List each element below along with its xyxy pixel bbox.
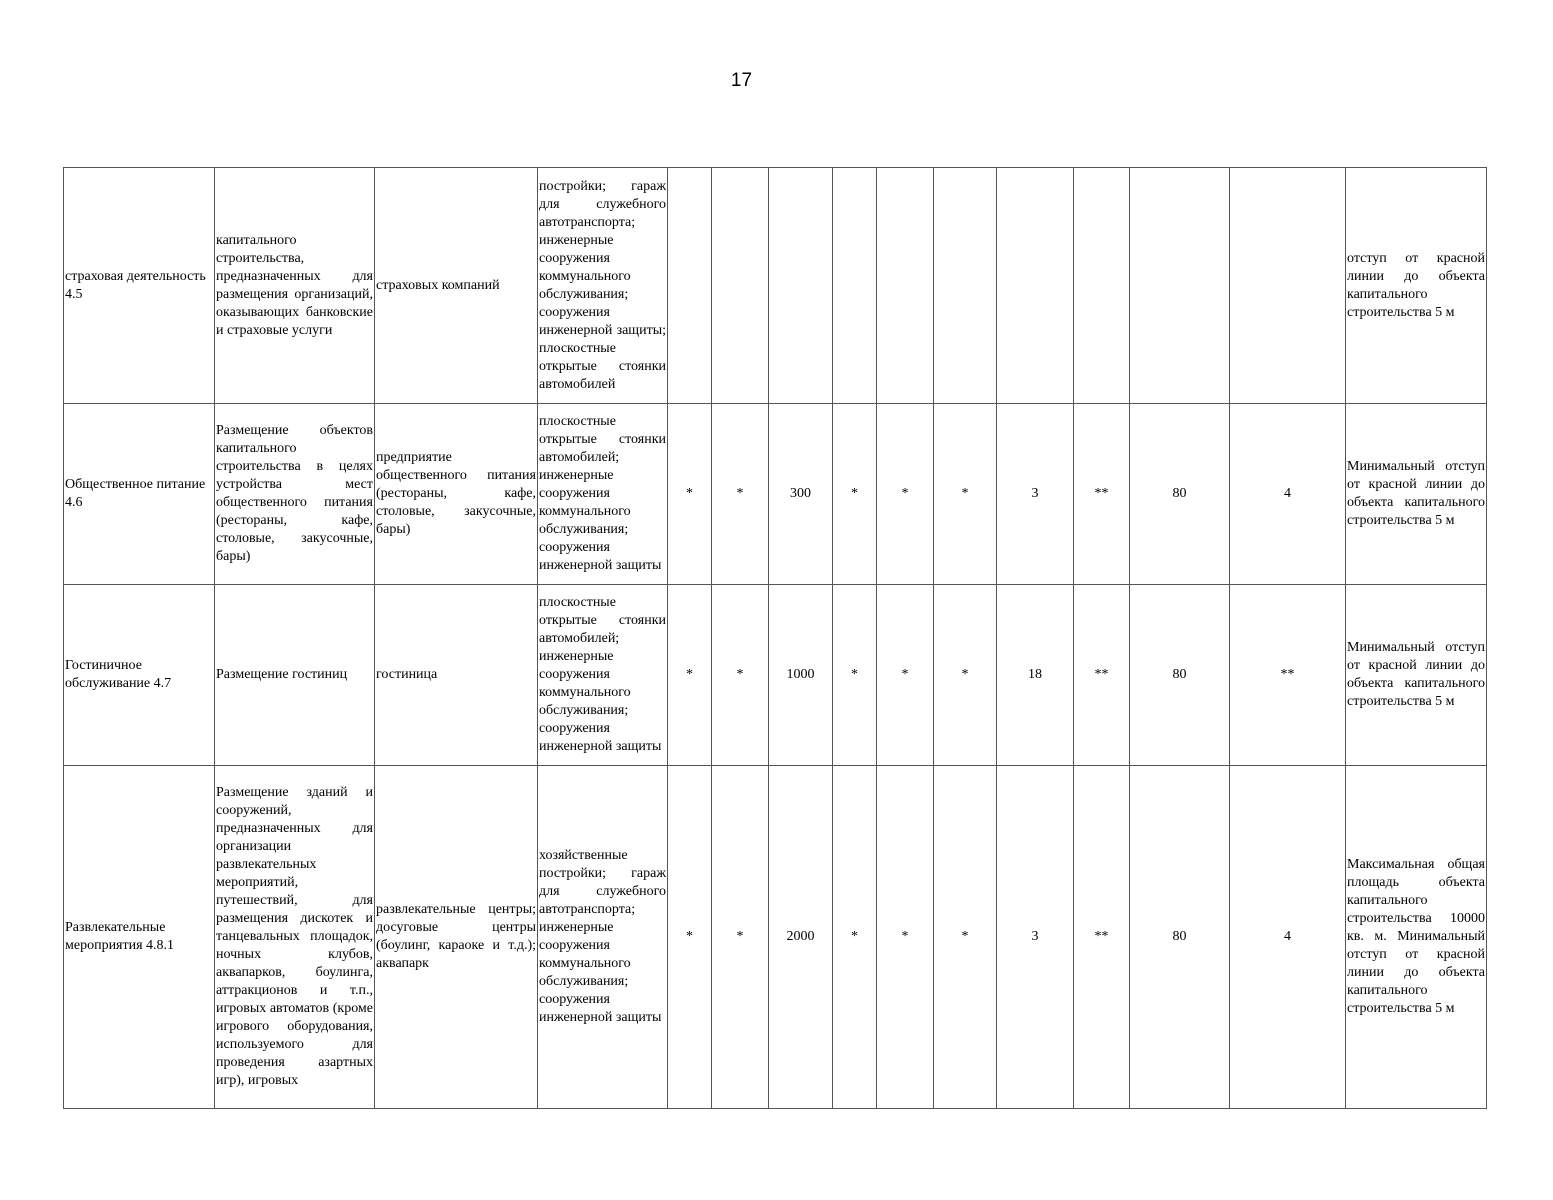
land-use-table bbox=[63, 167, 1487, 1109]
param-cell-8 bbox=[1074, 168, 1130, 404]
param-cell-2: * bbox=[712, 404, 769, 585]
param-cell-8: ** bbox=[1074, 585, 1130, 766]
param-cell-7: 3 bbox=[997, 404, 1074, 585]
param-cell-9: 80 bbox=[1130, 585, 1230, 766]
param-cell-4: * bbox=[833, 404, 877, 585]
param-cell-3: 2000 bbox=[769, 766, 833, 1109]
main-objects-cell: развлекательные центры; досуговые центры (боулинг, караоке и т.д.); аквапарк bbox=[375, 766, 538, 1109]
notes-cell: отступ от красной линии до объекта капитального строительства 5 м bbox=[1346, 168, 1487, 404]
table-row bbox=[64, 168, 1487, 404]
use-description-cell: Размещение зданий и сооружений, предназначенных для организации развлекательных мероприятий, путешествий, для размещения дискотек и танцевальных площадок, ночных клубов, аквапарков, боулинга, аттракционов и т.п., игровых автоматов (кроме игрового оборудования, используемого для проведения азартных игр), игровых bbox=[215, 766, 375, 1109]
use-type-cell: Общественное питание 4.6 bbox=[64, 404, 215, 585]
param-cell-10 bbox=[1230, 168, 1346, 404]
use-type-cell: страховая деятельность 4.5 bbox=[64, 168, 215, 404]
use-type-cell: Гостиничное обслуживание 4.7 bbox=[64, 585, 215, 766]
param-cell-10: 4 bbox=[1230, 404, 1346, 585]
use-type-cell: Развлекательные мероприятия 4.8.1 bbox=[64, 766, 215, 1109]
param-cell-3 bbox=[769, 168, 833, 404]
auxiliary-objects-cell: плоскостные открытые стоянки автомобилей; инженерные сооружения коммунального обслуживания; сооружения инженерной защиты bbox=[538, 585, 668, 766]
param-cell-5: * bbox=[877, 404, 934, 585]
auxiliary-objects-cell: плоскостные открытые стоянки автомобилей; инженерные сооружения коммунального обслуживания; сооружения инженерной защиты bbox=[538, 404, 668, 585]
param-cell-9: 80 bbox=[1130, 404, 1230, 585]
use-description-cell: капитального строительства, предназначенных для размещения организаций, оказывающих банковские и страховые услуги bbox=[215, 168, 375, 404]
main-objects-cell: гостиница bbox=[375, 585, 538, 766]
param-cell-10: 4 bbox=[1230, 766, 1346, 1109]
main-objects-cell: предприятие общественного питания (рестораны, кафе, столовые, закусочные, бары) bbox=[375, 404, 538, 585]
param-cell-9: 80 bbox=[1130, 766, 1230, 1109]
param-cell-6: * bbox=[934, 404, 997, 585]
param-cell-6: * bbox=[934, 766, 997, 1109]
main-objects-cell: страховых компаний bbox=[375, 168, 538, 404]
param-cell-5: * bbox=[877, 766, 934, 1109]
param-cell-1 bbox=[668, 168, 712, 404]
param-cell-2: * bbox=[712, 766, 769, 1109]
param-cell-8: ** bbox=[1074, 766, 1130, 1109]
table-row bbox=[64, 585, 1487, 766]
table-row bbox=[64, 404, 1487, 585]
param-cell-5 bbox=[877, 168, 934, 404]
param-cell-1: * bbox=[668, 585, 712, 766]
param-cell-7: 3 bbox=[997, 766, 1074, 1109]
param-cell-7: 18 bbox=[997, 585, 1074, 766]
param-cell-2 bbox=[712, 168, 769, 404]
use-description-cell: Размещение гостиниц bbox=[215, 585, 375, 766]
param-cell-1: * bbox=[668, 766, 712, 1109]
param-cell-4 bbox=[833, 168, 877, 404]
param-cell-4: * bbox=[833, 766, 877, 1109]
param-cell-4: * bbox=[833, 585, 877, 766]
param-cell-3: 300 bbox=[769, 404, 833, 585]
param-cell-9 bbox=[1130, 168, 1230, 404]
param-cell-3: 1000 bbox=[769, 585, 833, 766]
param-cell-7 bbox=[997, 168, 1074, 404]
param-cell-5: * bbox=[877, 585, 934, 766]
page-number: 17 bbox=[730, 70, 753, 91]
param-cell-8: ** bbox=[1074, 404, 1130, 585]
table-row bbox=[64, 766, 1487, 1109]
auxiliary-objects-cell: хозяйственные постройки; гараж для служебного автотранспорта; инженерные сооружения коммунального обслуживания; сооружения инженерной защиты bbox=[538, 766, 668, 1109]
param-cell-6: * bbox=[934, 585, 997, 766]
param-cell-10: ** bbox=[1230, 585, 1346, 766]
use-description-cell: Размещение объектов капитального строительства в целях устройства мест общественного питания (рестораны, кафе, столовые, закусочные, бары) bbox=[215, 404, 375, 585]
notes-cell: Максимальная общая площадь объекта капитального строительства 10000 кв. м. Минимальный отступ от красной линии до объекта капитального строительства 5 м bbox=[1346, 766, 1487, 1109]
param-cell-6 bbox=[934, 168, 997, 404]
auxiliary-objects-cell: постройки; гараж для служебного автотранспорта; инженерные сооружения коммунального обслуживания; сооружения инженерной защиты; плоскостные открытые стоянки автомобилей bbox=[538, 168, 668, 404]
param-cell-1: * bbox=[668, 404, 712, 585]
param-cell-2: * bbox=[712, 585, 769, 766]
notes-cell: Минимальный отступ от красной линии до объекта капитального строительства 5 м bbox=[1346, 585, 1487, 766]
notes-cell: Минимальный отступ от красной линии до объекта капитального строительства 5 м bbox=[1346, 404, 1487, 585]
